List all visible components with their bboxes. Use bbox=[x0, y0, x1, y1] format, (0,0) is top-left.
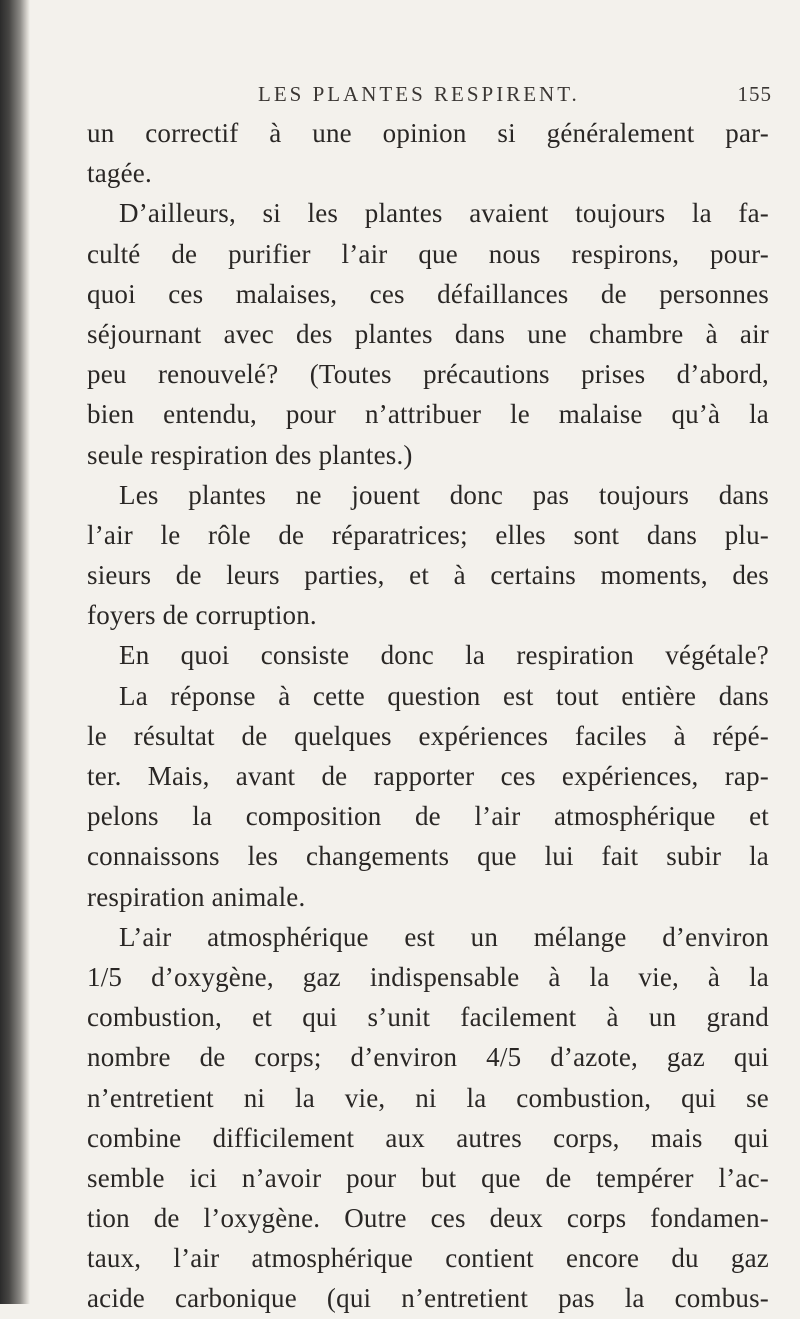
text-line: bien entendu, pour n’attribuer le malaise qu’à la bbox=[87, 399, 769, 430]
text-line: tion de l’oxygène. Outre ces deux corps fondamen- bbox=[87, 1203, 769, 1234]
text-line: quoi ces malaises, ces défaillances de personnes bbox=[87, 278, 769, 309]
text-line: 1/5 d’oxygène, gaz indispensable à la vie, à la bbox=[87, 961, 769, 992]
text-line: taux, l’air atmosphérique contient encore du gaz bbox=[87, 1243, 769, 1274]
text-line: combustion, et qui s’unit facilement à un grand bbox=[87, 1002, 769, 1033]
text-line: Les plantes ne jouent donc pas toujours dans bbox=[119, 479, 769, 510]
text-line: L’air atmosphérique est un mélange d’environ bbox=[119, 921, 769, 952]
text-line: combine difficilement aux autres corps, mais qui bbox=[87, 1122, 769, 1153]
text-line: La réponse à cette question est tout entière dans bbox=[119, 680, 769, 711]
text-line: tagée. bbox=[87, 158, 152, 189]
text-line: culté de purifier l’air que nous respirons, pour- bbox=[87, 238, 769, 269]
text-line: sieurs de leurs parties, et à certains moments, des bbox=[87, 560, 769, 591]
body-text bbox=[87, 113, 769, 1319]
running-header bbox=[258, 82, 772, 112]
text-line: acide carbonique (qui n’entretient pas la combus- bbox=[87, 1283, 769, 1314]
text-line: En quoi consiste donc la respiration végétale? bbox=[119, 640, 769, 671]
book-spine-shadow bbox=[0, 0, 30, 1304]
page-number: 155 bbox=[737, 82, 772, 106]
text-line: le résultat de quelques expériences faciles à répé- bbox=[87, 720, 769, 751]
text-line: semble ici n’avoir pour but que de tempérer l’ac- bbox=[87, 1162, 769, 1193]
text-line: l’air le rôle de réparatrices; elles sont dans plu- bbox=[87, 519, 769, 550]
text-line: seule respiration des plantes.) bbox=[87, 439, 413, 470]
text-line: n’entretient ni la vie, ni la combustion, qui se bbox=[87, 1082, 769, 1113]
text-line: séjournant avec des plantes dans une chambre à air bbox=[87, 318, 769, 349]
text-line: nombre de corps; d’environ 4/5 d’azote, gaz qui bbox=[87, 1042, 769, 1073]
text-line: ter. Mais, avant de rapporter ces expériences, rap- bbox=[87, 761, 769, 791]
text-line: respiration animale. bbox=[87, 881, 306, 912]
text-line: peu renouvelé? (Toutes précautions prises d’abord, bbox=[87, 359, 769, 390]
text-line: un correctif à une opinion si généralement par- bbox=[87, 118, 769, 148]
text-line: connaissons les changements que lui fait subir la bbox=[87, 841, 769, 872]
text-line: pelons la composition de l’air atmosphérique et bbox=[87, 801, 769, 832]
running-title: LES PLANTES RESPIRENT. bbox=[258, 82, 580, 106]
text-line: D’ailleurs, si les plantes avaient toujours la fa- bbox=[119, 198, 769, 229]
text-line: foyers de corruption. bbox=[87, 600, 317, 631]
